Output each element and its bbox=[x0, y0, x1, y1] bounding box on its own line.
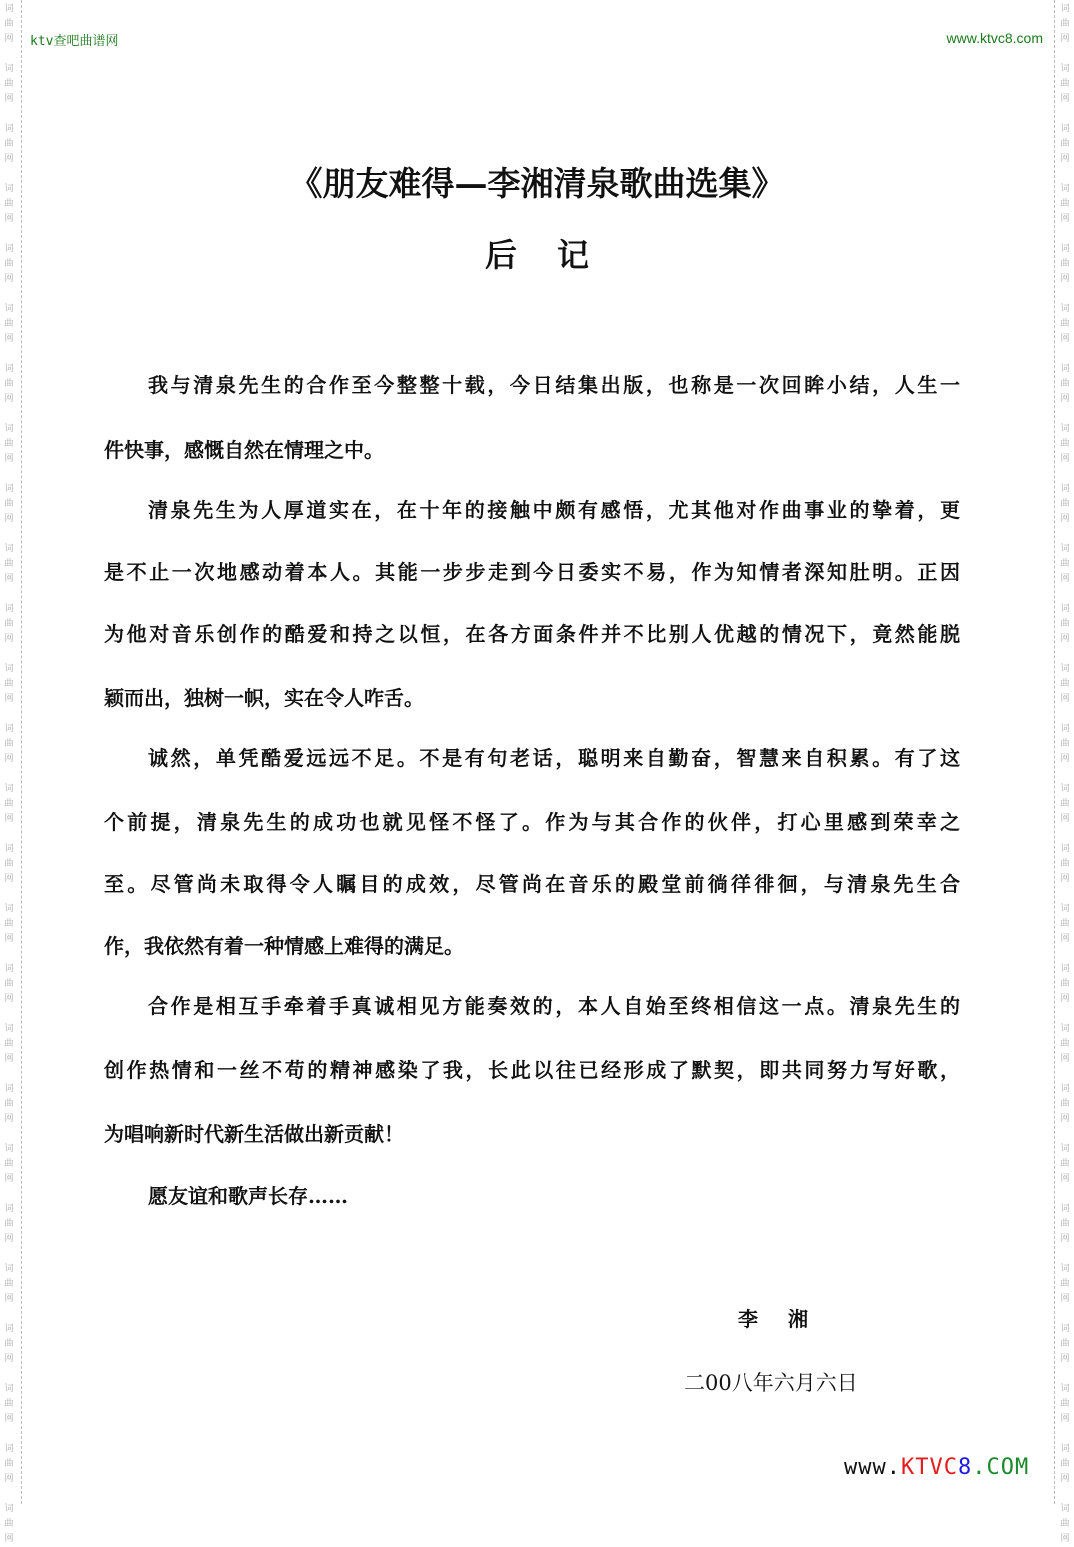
paragraph-line: 愿友谊和歌声长存…… bbox=[148, 1184, 348, 1208]
watermark-text: 词 曲 网 bbox=[4, 1144, 14, 1184]
ktvc8-logo[interactable] bbox=[844, 1455, 1029, 1480]
watermark-text: 词 曲 网 bbox=[4, 1084, 14, 1124]
watermark-text: 词 曲 网 bbox=[4, 1384, 14, 1424]
watermark-text: 词 曲 网 bbox=[1060, 844, 1070, 884]
paragraph-line: 为他对音乐创作的酷爱和持之以恒，在各方面条件并不比别人优越的情况下，竟然能脱 bbox=[104, 622, 960, 646]
watermark-text: 词 曲 网 bbox=[4, 964, 14, 1004]
watermark-text: 词 曲 网 bbox=[1060, 1024, 1070, 1064]
watermark-text: 词 曲 网 bbox=[1060, 1324, 1070, 1364]
watermark-text: 词 曲 网 bbox=[4, 1324, 14, 1364]
logo-eight: 8 bbox=[957, 1455, 973, 1480]
paragraph-line: 为唱响新时代新生活做出新贡献！ bbox=[104, 1122, 404, 1146]
watermark-text: 词 曲 网 bbox=[1060, 424, 1070, 464]
site-url-header[interactable]: www.ktvc8.com bbox=[946, 30, 1043, 46]
watermark-text: 词 曲 网 bbox=[4, 844, 14, 884]
author-signature: 李湘 bbox=[738, 1307, 838, 1331]
watermark-text: 词 曲 网 bbox=[1060, 124, 1070, 164]
watermark-text: 词 曲 网 bbox=[4, 724, 14, 764]
paragraph-line: 合作是相互手牵着手真诚相见方能奏效的，本人自始至终相信这一点。清泉先生的 bbox=[148, 994, 960, 1018]
paragraph-line: 个前提，清泉先生的成功也就见怪不怪了。作为与其合作的伙伴，打心里感到荣幸之 bbox=[104, 810, 960, 834]
watermark-text: 词 曲 网 bbox=[1060, 1264, 1070, 1304]
watermark-text: 词 曲 网 bbox=[1060, 1504, 1070, 1544]
watermark-text: 词 曲 网 bbox=[1060, 1444, 1070, 1484]
subtitle-text: 后记 bbox=[484, 236, 629, 274]
document-title: 《朋友难得—李湘清泉歌曲选集》 bbox=[289, 164, 785, 203]
document-subtitle bbox=[0, 230, 1074, 276]
watermark-text: 词 曲 网 bbox=[1060, 484, 1070, 524]
watermark-text: 词 曲 网 bbox=[4, 784, 14, 824]
watermark-text: 词 曲 网 bbox=[4, 544, 14, 584]
paragraph-line: 是不止一次地感动着本人。其能一步步走到今日委实不易，作为知情者深知肚明。正因 bbox=[104, 560, 960, 584]
paragraph-line: 件快事，感慨自然在情理之中。 bbox=[104, 438, 384, 462]
watermark-text: 词 曲 网 bbox=[1060, 1384, 1070, 1424]
watermark-text: 词 曲 网 bbox=[1060, 604, 1070, 644]
watermark-text: 词 曲 网 bbox=[4, 364, 14, 404]
watermark-text: 词 曲 网 bbox=[4, 124, 14, 164]
logo-com: .COM bbox=[972, 1455, 1030, 1480]
watermark-text: 词 曲 网 bbox=[1060, 724, 1070, 764]
watermark-text: 词 曲 网 bbox=[4, 1504, 14, 1544]
paragraph-line: 至。尽管尚未取得令人瞩目的成效，尽管尚在音乐的殿堂前徜徉徘徊，与清泉先生合 bbox=[104, 872, 960, 896]
watermark-text: 词 曲 网 bbox=[4, 184, 14, 224]
watermark-text: 词 曲 网 bbox=[4, 1024, 14, 1064]
watermark-text: 词 曲 网 bbox=[1060, 664, 1070, 704]
watermark-text: 词 曲 网 bbox=[4, 1204, 14, 1244]
watermark-text: 词 曲 网 bbox=[4, 904, 14, 944]
watermark-text: 词 曲 网 bbox=[1060, 244, 1070, 284]
watermark-text: 词 曲 网 bbox=[1060, 4, 1070, 44]
watermark-text: 词 曲 网 bbox=[1060, 304, 1070, 344]
watermark-text: 词 曲 网 bbox=[1060, 1204, 1070, 1244]
watermark-text: 词 曲 网 bbox=[1060, 1084, 1070, 1124]
paragraph-line: 作，我依然有着一种情感上难得的满足。 bbox=[104, 934, 464, 958]
paragraph-line: 我与清泉先生的合作至今整整十载，今日结集出版，也称是一次回眸小结，人生一 bbox=[148, 373, 960, 397]
watermark-text: 词 曲 网 bbox=[4, 424, 14, 464]
watermark-text: 词 曲 网 bbox=[4, 604, 14, 644]
watermark-text: 词 曲 网 bbox=[1060, 184, 1070, 224]
watermark-text: 词 曲 网 bbox=[4, 244, 14, 284]
watermark-text: 词 曲 网 bbox=[1060, 784, 1070, 824]
watermark-text: 词 曲 网 bbox=[4, 1264, 14, 1304]
logo-prefix: www. bbox=[844, 1455, 901, 1480]
watermark-text: 词 曲 网 bbox=[1060, 364, 1070, 404]
document-date: 二00八年六月六日 bbox=[684, 1371, 858, 1395]
watermark-text: 词 曲 网 bbox=[4, 484, 14, 524]
watermark-text: 词 曲 网 bbox=[1060, 1144, 1070, 1184]
watermark-text: 词 曲 网 bbox=[4, 64, 14, 104]
site-name-header[interactable]: ktv查吧曲谱网 bbox=[30, 34, 119, 49]
paragraph-line: 清泉先生为人厚道实在，在十年的接触中颇有感悟，尤其他对作曲事业的挚着，更 bbox=[148, 498, 960, 522]
paragraph-line: 颖而出，独树一帜，实在令人咋舌。 bbox=[104, 686, 424, 710]
watermark-text: 词 曲 网 bbox=[4, 1444, 14, 1484]
logo-c: C bbox=[943, 1455, 958, 1480]
watermark-text: 词 曲 网 bbox=[4, 4, 14, 44]
watermark-text: 词 曲 网 bbox=[1060, 904, 1070, 944]
left-margin-rule bbox=[21, 0, 23, 1504]
watermark-text: 词 曲 网 bbox=[1060, 544, 1070, 584]
watermark-text: 词 曲 网 bbox=[4, 304, 14, 344]
right-margin-rule bbox=[1054, 0, 1056, 1504]
paragraph-line: 诚然，单凭酷爱远远不足。不是有句老话，聪明来自勤奋，智慧来自积累。有了这 bbox=[148, 746, 960, 770]
watermark-text: 词 曲 网 bbox=[4, 664, 14, 704]
watermark-text: 词 曲 网 bbox=[1060, 64, 1070, 104]
watermark-text: 词 曲 网 bbox=[1060, 964, 1070, 1004]
paragraph-line: 创作热情和一丝不苟的精神感染了我，长此以往已经形成了默契，即共同努力写好歌， bbox=[104, 1058, 960, 1082]
logo-ktv: KTV bbox=[900, 1455, 944, 1480]
